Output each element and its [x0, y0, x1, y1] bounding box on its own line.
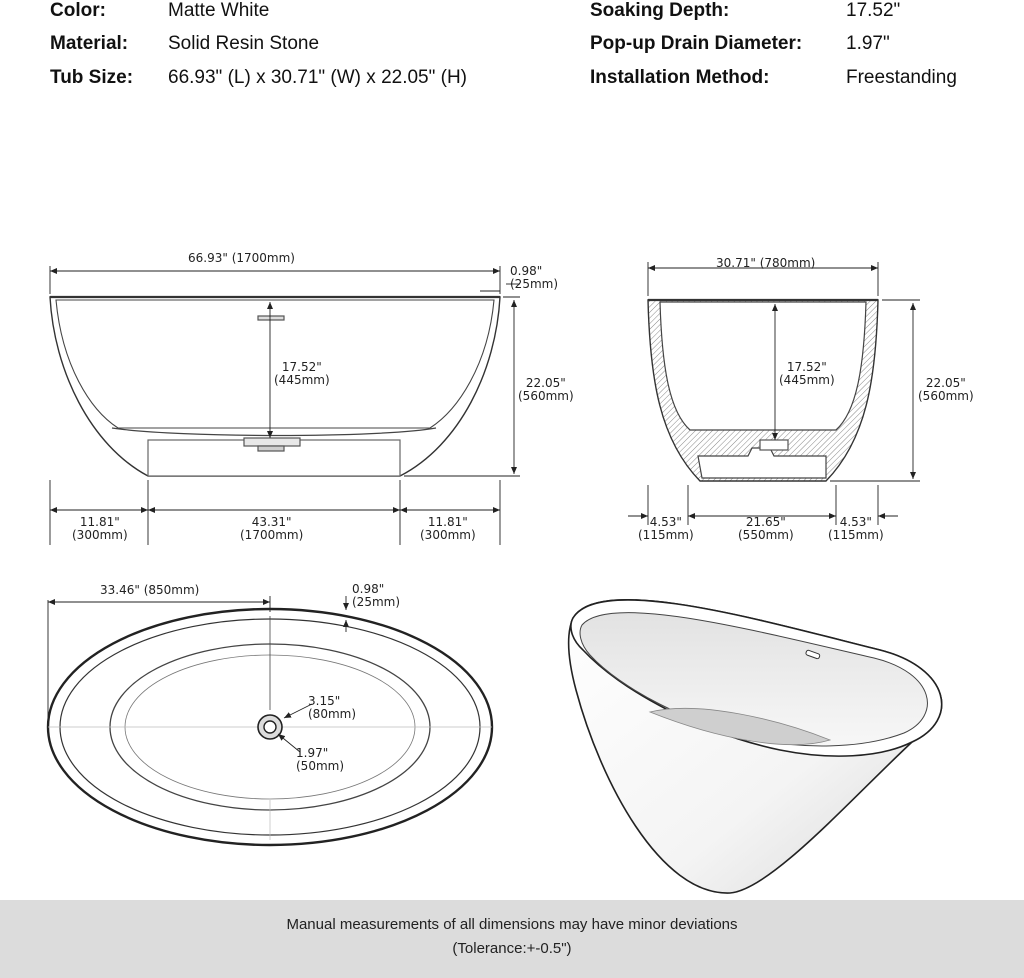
perspective-view — [569, 600, 942, 893]
spec-value-drain-diameter: 1.97" — [846, 33, 890, 54]
end-view — [648, 300, 878, 481]
side-depth-label: 17.52" (445mm) — [274, 360, 330, 387]
side-right-seg-label: 11.81" (300mm) — [420, 515, 476, 542]
top-drain-inner — [264, 721, 276, 733]
spec-label-drain-diameter: Pop-up Drain Diameter: — [590, 33, 803, 54]
spec-value-color: Matte White — [168, 0, 270, 21]
end-width-label: 30.71" (780mm) — [716, 256, 816, 270]
spec-label-material: Material: — [50, 33, 129, 54]
footer-line-2: (Tolerance:+-0.5") — [452, 940, 572, 957]
spec-label-installation: Installation Method: — [590, 67, 770, 88]
side-rim-label: 0.98" (25mm) — [510, 264, 559, 291]
end-inner-cavity — [660, 302, 866, 430]
spec-value-tub-size: 66.93" (L) x 30.71" (W) x 22.05" (H) — [168, 67, 468, 88]
side-height-label: 22.05" (560mm) — [518, 376, 574, 403]
top-view — [48, 609, 492, 845]
end-right-seg-label: 4.53" (115mm) — [828, 515, 884, 542]
end-depth-label: 17.52" (445mm) — [779, 360, 835, 387]
top-drain-outer-label: 3.15" (80mm) — [308, 694, 357, 721]
end-left-seg-label: 4.53" (115mm) — [638, 515, 694, 542]
footer-line-1: Manual measurements of all dimensions may have minor deviations — [286, 916, 738, 933]
side-mid-seg-label: 43.31" (1700mm) — [240, 515, 304, 542]
spec-value-soaking-depth: 17.52" — [846, 0, 901, 21]
end-mid-seg-label: 21.65" (550mm) — [738, 515, 794, 542]
top-drain-inner-label: 1.97" (50mm) — [296, 746, 345, 773]
spec-label-soaking-depth: Soaking Depth: — [590, 0, 730, 21]
end-height-label: 22.05" (560mm) — [918, 376, 974, 403]
side-left-seg-label: 11.81" (300mm) — [72, 515, 128, 542]
top-rim-label: 0.98" (25mm) — [352, 582, 401, 609]
spec-value-installation: Freestanding — [846, 67, 957, 88]
spec-label-tub-size: Tub Size: — [50, 67, 134, 88]
spec-label-color: Color: — [50, 0, 106, 21]
side-length-label: 66.93" (1700mm) — [188, 251, 295, 265]
tolerance-footer — [0, 900, 1024, 978]
top-half-length-label: 33.46" (850mm) — [100, 583, 200, 597]
spec-value-material: Solid Resin Stone — [168, 33, 320, 54]
